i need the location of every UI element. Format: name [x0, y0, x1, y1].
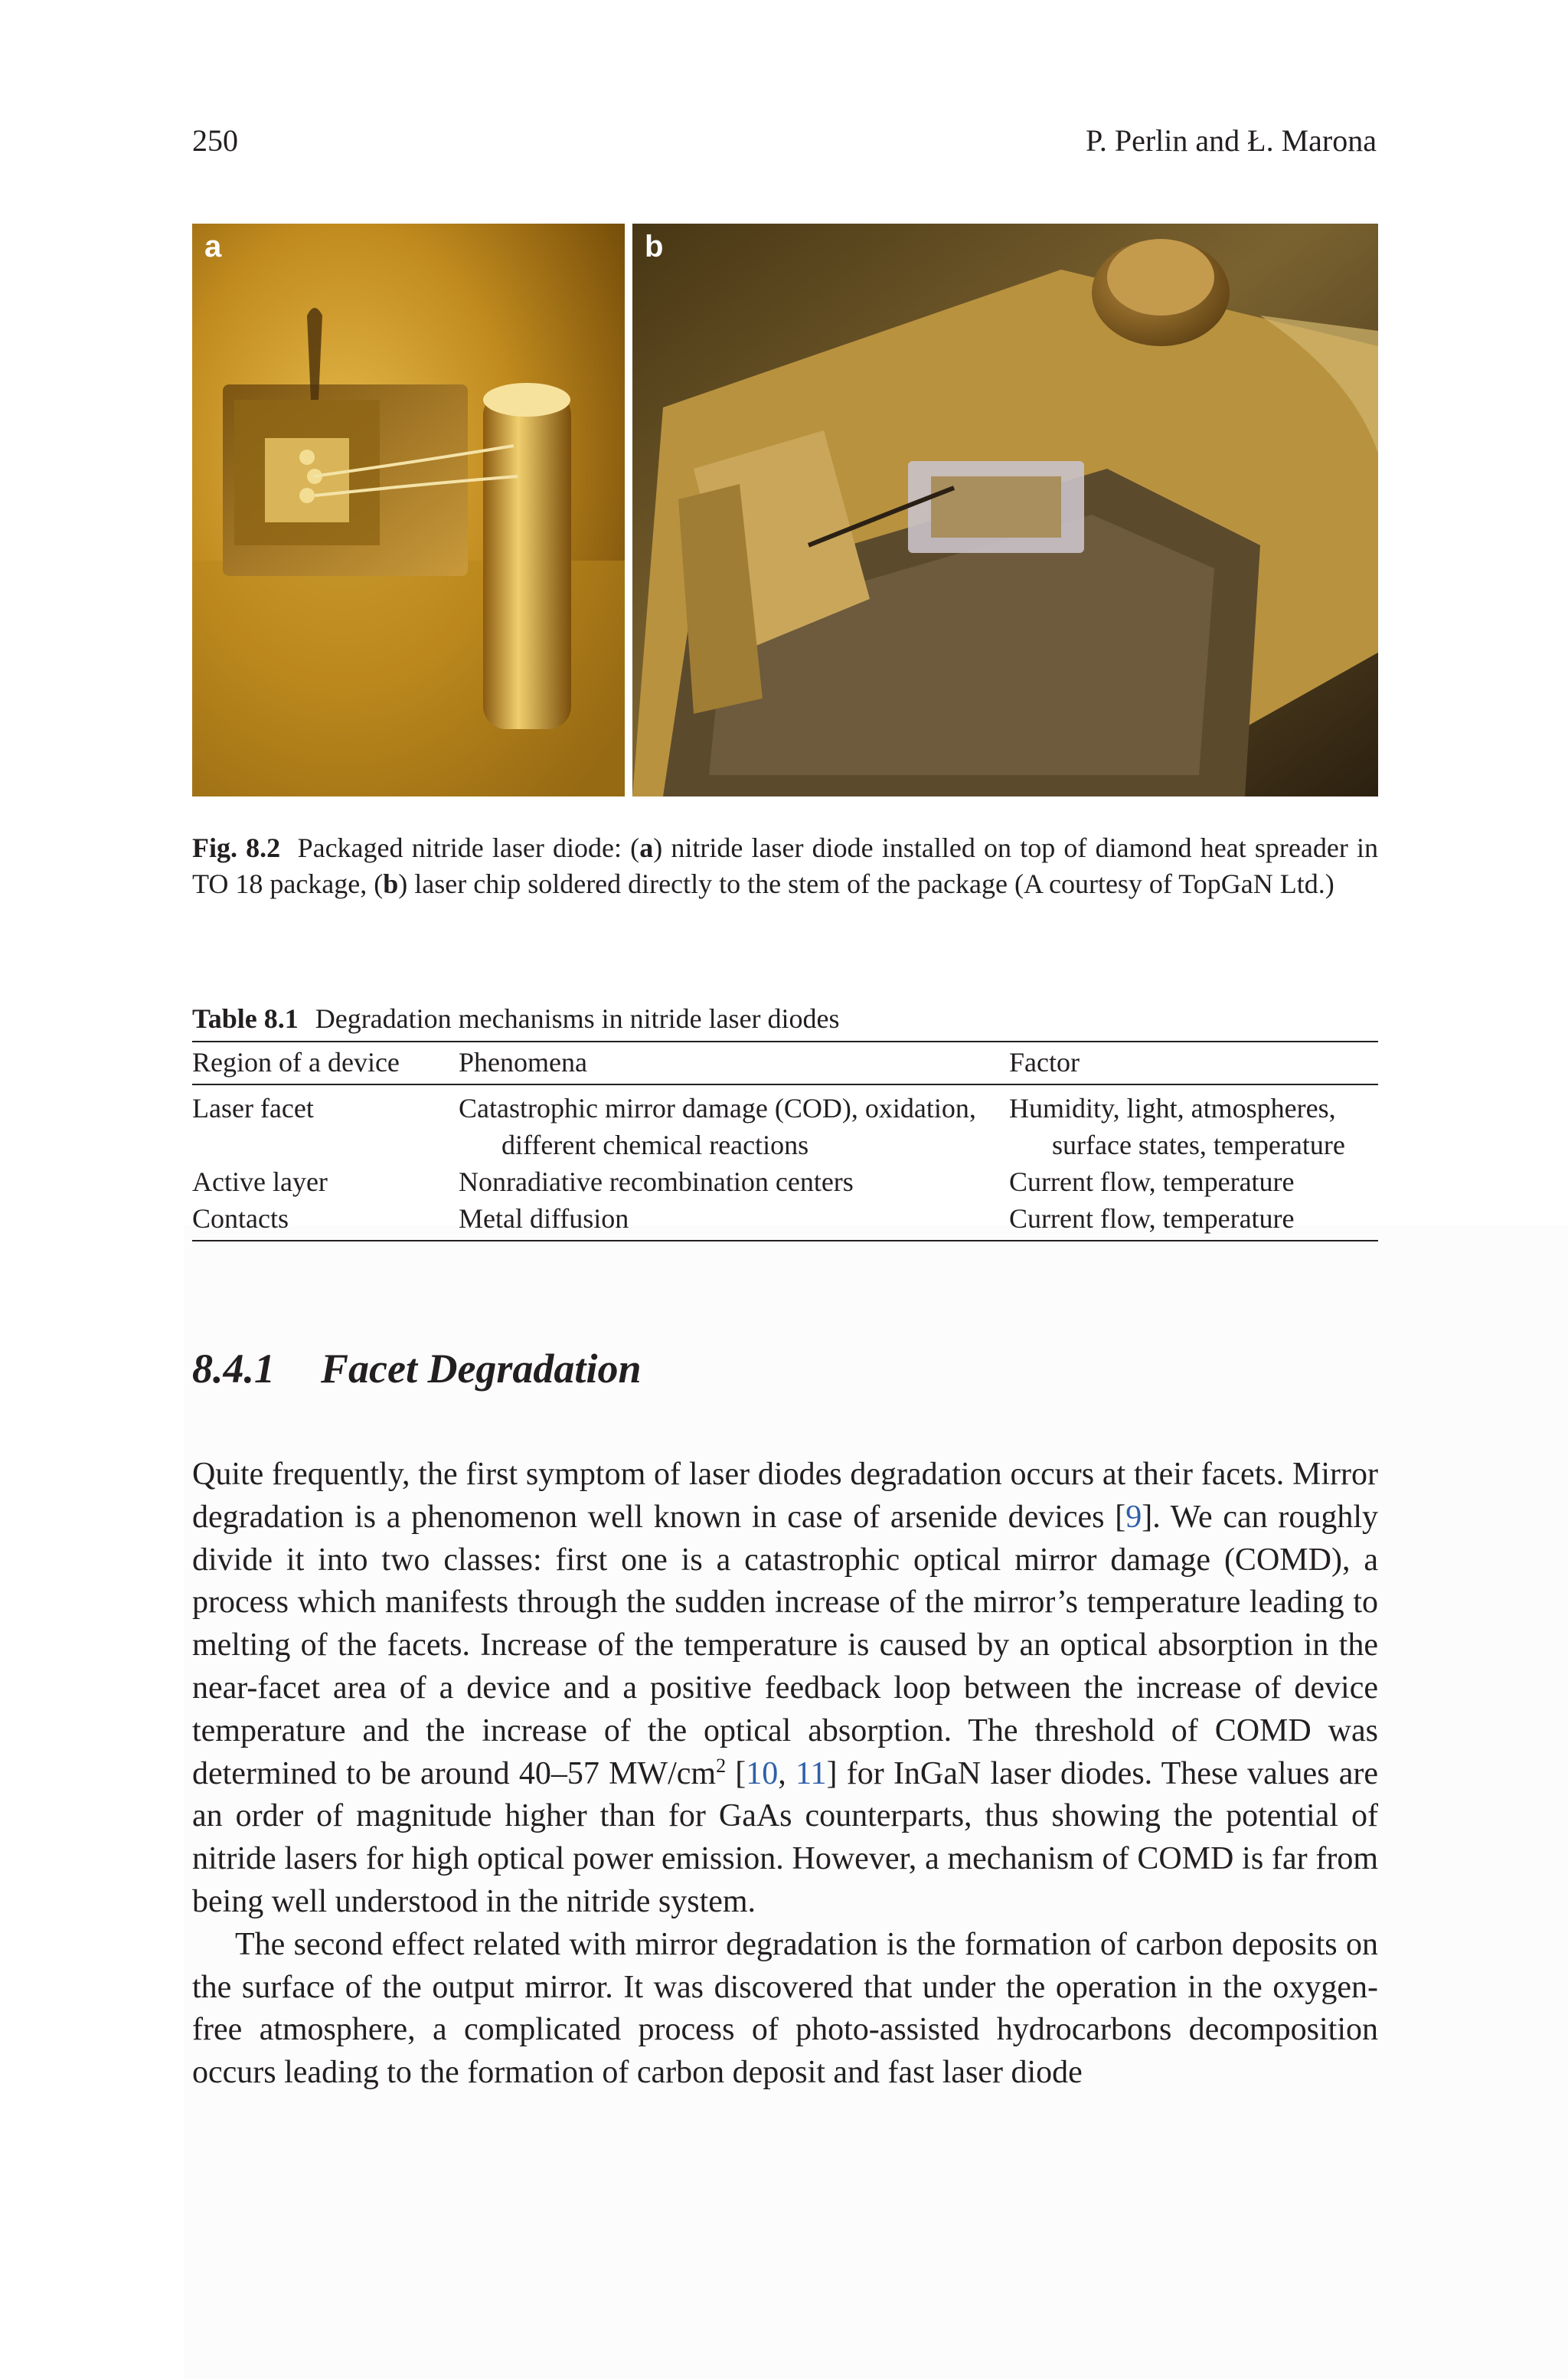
table-cell: Current flow, temperature	[1009, 1203, 1295, 1234]
running-authors: P. Perlin and Ł. Marona	[1086, 123, 1377, 158]
table-cell-text: Catastrophic mirror damage (COD), oxidation, different chemical reactions	[459, 1093, 976, 1160]
laser-diode-heatspreader-photo	[192, 224, 625, 796]
table-cell: Current flow, temperature	[1009, 1166, 1295, 1197]
table-cell-text: Humidity, light, atmospheres, surface states, temperature	[1009, 1093, 1345, 1160]
paragraph-1	[192, 1454, 1378, 1924]
running-head	[192, 123, 1377, 159]
figure-caption-text-3: ) laser chip soldered directly to the stem of the package (A courtesy of TopGaN Ltd.)	[398, 868, 1334, 899]
table-row	[192, 1200, 1378, 1241]
citation-link-10[interactable]: 10	[746, 1755, 779, 1791]
panel-b-label: b	[645, 230, 664, 263]
body-text	[192, 1454, 1378, 2095]
figure-caption-label: Fig. 8.2	[192, 832, 281, 863]
table-row	[192, 1084, 1378, 1163]
table-header-phenomena: Phenomena	[459, 1047, 587, 1078]
laser-chip-on-stem-photo	[632, 224, 1378, 796]
figure-8-2	[192, 224, 1378, 796]
text-run: Quite frequently, the first symptom of laser diodes degradation occurs at their facets. Mirror degradation is a phenomenon well known in case of arsenide devices [	[192, 1457, 1378, 1535]
figure-caption-text-1: Packaged nitride laser diode: (	[297, 832, 640, 863]
table-cell: Nonradiative recombination centers	[459, 1166, 854, 1197]
text-run: ]. We can roughly divide it into two classes: first one is a catastrophic optical mirror damage (COMD), a process which manifests through the sudden increase of the mirror’s temperature leading to melting of the facets. Increase of the temperature is caused by an optical absorption in the near-facet area of a device and a positive feedback loop between the increase of device temperature and the increase of the optical absorption. The threshold of COMD was determined to be around 40–57 MW/cm	[192, 1499, 1378, 1791]
table-cell: Metal diffusion	[459, 1203, 629, 1234]
text-run: [	[726, 1755, 746, 1791]
paragraph-2: The second effect related with mirror degradation is the formation of carbon deposits on the surface of the output mirror. It was discovered that under the operation in the oxygen-free atmosphere, a complicated process of photo-assisted hydrocarbons decomposition occurs leading to the formation of carbon deposit and fast laser diode	[192, 1926, 1378, 2091]
figure-caption	[192, 830, 1378, 902]
table-header-region: Region of a device	[192, 1047, 400, 1078]
section-heading	[192, 1344, 641, 1393]
figure-caption-ref-a: a	[639, 832, 654, 863]
table-row	[192, 1163, 1378, 1200]
table-title-text: Degradation mechanisms in nitride laser diodes	[315, 1003, 840, 1034]
superscript: 2	[716, 1754, 727, 1777]
table-label: Table 8.1	[192, 1003, 299, 1034]
citation-link-11[interactable]: 11	[795, 1755, 827, 1791]
table-header-factor: Factor	[1009, 1047, 1080, 1078]
table-cell: Laser facet	[192, 1093, 314, 1124]
panel-a-label: a	[204, 230, 222, 263]
table-header-row	[192, 1042, 1378, 1084]
table-8-1	[192, 999, 1378, 1241]
table-cell	[459, 1084, 1009, 1163]
page-number: 250	[192, 123, 238, 158]
table-cell: Contacts	[192, 1203, 289, 1234]
section-title: Facet Degradation	[321, 1346, 642, 1392]
table-cell	[1009, 1084, 1378, 1163]
section-number: 8.4.1	[192, 1346, 275, 1392]
citation-link-9[interactable]: 9	[1125, 1499, 1142, 1535]
table-title	[192, 999, 1378, 1038]
figure-caption-text-2: ) nitride laser diode installed on top of diamond heat spreader in TO 18 package, (	[192, 832, 1379, 899]
text-run: ,	[778, 1755, 796, 1791]
figure-caption-ref-b: b	[383, 868, 399, 899]
figure-panel-b-photo	[632, 224, 1378, 796]
degradation-table	[192, 1041, 1378, 1241]
text-run: ] for InGaN laser diodes. These values are an order of magnitude higher than for GaAs counterparts, thus showing the potential of nitride lasers for high optical power emission. However, a mechanism of COMD is far from being well understood in the nitride system.	[192, 1755, 1378, 1919]
table-cell: Active layer	[192, 1166, 328, 1197]
figure-panel-a-photo	[192, 224, 625, 796]
